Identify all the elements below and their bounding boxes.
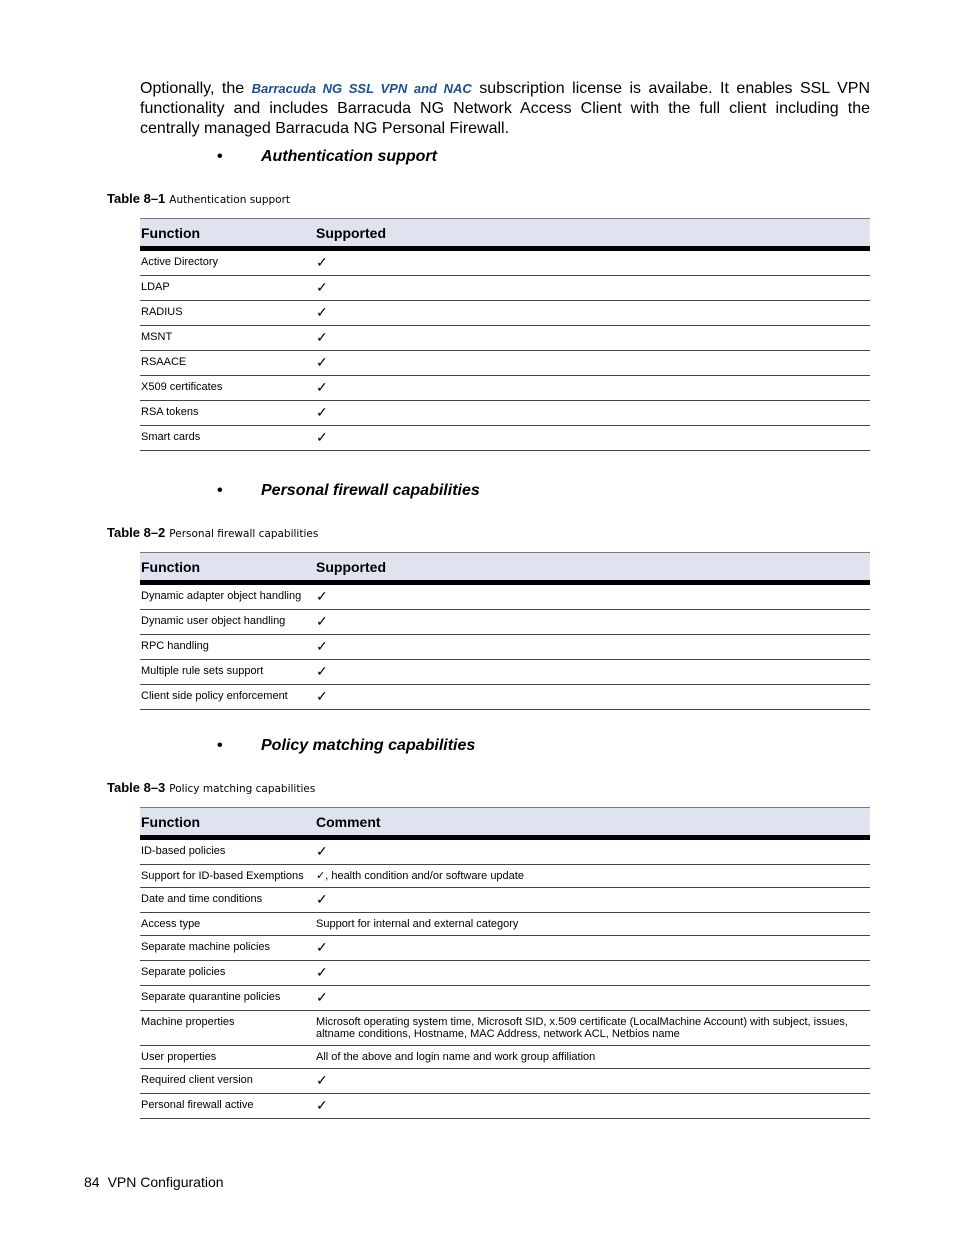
column-header-supported: Supported [315,219,870,249]
function-cell: ID-based policies [140,838,315,865]
checkmark-icon: ✓ [316,638,328,654]
function-cell: Personal firewall active [140,1094,315,1119]
comment-cell [315,961,870,986]
policy-matching-table [140,807,870,1119]
personal-firewall-table [140,552,870,710]
checkmark-icon: ✓ [316,254,328,270]
supported-cell [315,685,870,710]
column-header-supported: Supported [315,553,870,583]
function-cell: Smart cards [140,426,315,451]
checkmark-icon: ✓ [316,1097,328,1113]
table-caption [107,780,315,795]
table-caption [107,525,318,540]
table-title: Policy matching capabilities [169,783,316,795]
table-row [140,276,870,301]
section-heading-text: Authentication support [261,148,437,165]
table-row [140,583,870,610]
comment-cell [315,1094,870,1119]
supported-cell [315,351,870,376]
function-cell: Separate quarantine policies [140,986,315,1011]
function-cell: Access type [140,913,315,936]
function-cell: Multiple rule sets support [140,660,315,685]
column-header-function: Function [140,219,315,249]
function-cell: RSA tokens [140,401,315,426]
comment-cell [315,936,870,961]
table-row [140,660,870,685]
table-number: Table 8–1 [107,191,166,206]
table-row [140,685,870,710]
function-cell: Separate policies [140,961,315,986]
comment-cell [315,888,870,913]
table-row [140,1069,870,1094]
function-cell: MSNT [140,326,315,351]
table-row [140,888,870,913]
checkmark-icon: ✓ [316,1072,328,1088]
authentication-support-table [140,218,870,451]
checkmark-icon: ✓ [316,379,328,395]
table-title: Authentication support [169,194,291,206]
column-header-function: Function [140,553,315,583]
checkmark-icon: ✓ [316,404,328,420]
supported-cell [315,635,870,660]
comment-cell: Support for internal and external category [315,913,870,936]
comment-cell: Microsoft operating system time, Microsoft SID, x.509 certificate (LocalMachine Account) with subject, issues, altname conditions, Hostname, MAC Address, network ACL, Netbios name [315,1011,870,1046]
checkmark-icon: ✓ [316,354,328,370]
bullet-icon: • [217,737,223,754]
table-caption [107,191,290,206]
checkmark-icon: ✓ [316,843,328,859]
intro-paragraph [140,79,870,139]
function-cell: Separate machine policies [140,936,315,961]
table-row [140,1046,870,1069]
table-row [140,326,870,351]
function-cell: Machine properties [140,1011,315,1046]
supported-cell [315,660,870,685]
supported-cell [315,401,870,426]
function-cell: LDAP [140,276,315,301]
table-row [140,249,870,276]
table-row [140,961,870,986]
supported-cell [315,376,870,401]
table-row [140,376,870,401]
checkmark-icon: ✓ [316,329,328,345]
supported-cell [315,426,870,451]
function-cell: Date and time conditions [140,888,315,913]
table-row [140,635,870,660]
checkmark-icon: ✓ [316,613,328,629]
checkmark-icon: ✓ [316,989,328,1005]
table-number: Table 8–3 [107,780,166,795]
column-header-function: Function [140,808,315,838]
checkmark-icon: ✓ [316,304,328,320]
supported-cell [315,276,870,301]
supported-cell [315,301,870,326]
checkmark-icon: ✓ [316,663,328,679]
function-cell: Support for ID-based Exemptions [140,865,315,888]
checkmark-icon: ✓ [316,429,328,445]
section-heading [217,737,475,755]
supported-cell [315,583,870,610]
page-footer [84,1174,224,1190]
supported-cell [315,610,870,635]
supported-cell [315,249,870,276]
bullet-icon: • [217,148,223,165]
table-row [140,401,870,426]
table-row [140,936,870,961]
table-row [140,301,870,326]
function-cell: Dynamic adapter object handling [140,583,315,610]
function-cell: Dynamic user object handling [140,610,315,635]
table-row [140,351,870,376]
checkmark-icon: ✓ [316,891,328,907]
chapter-title: VPN Configuration [107,1174,224,1190]
section-heading-text: Policy matching capabilities [261,737,476,754]
table-row [140,913,870,936]
function-cell: RPC handling [140,635,315,660]
function-cell: RSAACE [140,351,315,376]
intro-text-before: Optionally, the [140,80,252,97]
table-row [140,1094,870,1119]
function-cell: User properties [140,1046,315,1069]
table-title: Personal firewall capabilities [169,528,319,540]
checkmark-icon: ✓ [316,588,328,604]
table-row [140,838,870,865]
checkmark-icon: ✓ [316,688,328,704]
table-number: Table 8–2 [107,525,166,540]
page-number: 84 [84,1174,100,1190]
column-header-comment: Comment [315,808,870,838]
comment-cell: ✓, health condition and/or software update [315,865,870,888]
section-heading [217,482,480,500]
section-heading-text: Personal firewall capabilities [261,482,480,499]
table-row [140,426,870,451]
table-row [140,986,870,1011]
function-cell: Required client version [140,1069,315,1094]
function-cell: Client side policy enforcement [140,685,315,710]
comment-cell: All of the above and login name and work group affiliation [315,1046,870,1069]
comment-cell [315,1069,870,1094]
table-row [140,865,870,888]
table-row [140,610,870,635]
section-heading [217,148,437,166]
comment-cell [315,838,870,865]
bullet-icon: • [217,482,223,499]
comment-cell [315,986,870,1011]
checkmark-icon: ✓ [316,964,328,980]
intro-text-after: subscription license is availabe. It enables SSL VPN functionality and includes Barracuda NG Network Access Client with the full client including the centrally managed Barracuda NG Personal Firewall. [140,80,870,137]
checkmark-icon: ✓ [316,939,328,955]
table-row [140,1011,870,1046]
function-cell: X509 certificates [140,376,315,401]
function-cell: Active Directory [140,249,315,276]
subscription-link[interactable]: Barracuda NG SSL VPN and NAC [251,81,472,96]
supported-cell [315,326,870,351]
checkmark-icon: ✓ [316,279,328,295]
function-cell: RADIUS [140,301,315,326]
